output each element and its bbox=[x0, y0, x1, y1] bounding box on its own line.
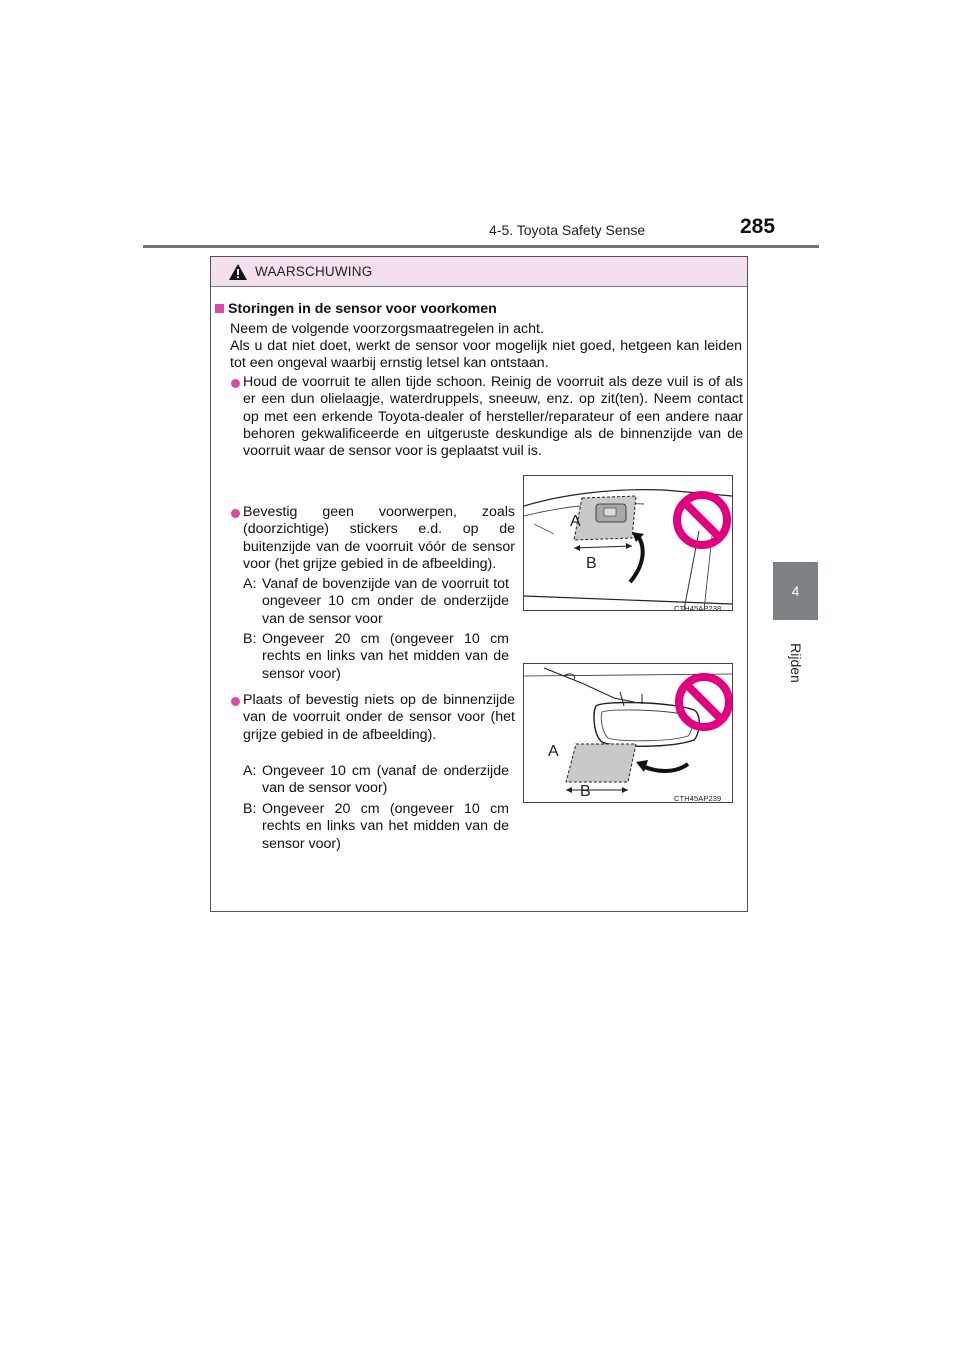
section-heading-text: Storingen in de sensor voor voorkomen bbox=[228, 301, 497, 317]
sub-item-b: B: Ongeveer 20 cm (ongeveer 10 cm rechts en links van het midden van de sensor voor) bbox=[243, 801, 509, 852]
square-bullet-icon bbox=[215, 304, 224, 313]
section-heading bbox=[215, 301, 497, 318]
figure-label-b: B bbox=[580, 783, 591, 800]
circle-bullet-icon bbox=[231, 509, 240, 518]
bullet-no-stickers: Bevestig geen voorwerpen, zoals (doorzichtige) stickers e.d. op de buitenzijde van de voorruit vóór de sensor voor (het grijze gebied in de afbeelding). bbox=[243, 504, 515, 572]
intro-paragraph-2: Als u dat niet doet, werkt de sensor voor mogelijk niet goed, hetgeen kan leiden tot een ongeval waarbij ernstig letsel kan ontstaan. bbox=[230, 338, 742, 372]
figure-code: CTH45AP239 bbox=[674, 794, 722, 803]
chapter-label: Rijden bbox=[788, 643, 804, 683]
warning-box bbox=[210, 256, 748, 912]
warning-title: WAARSCHUWING bbox=[255, 264, 373, 279]
figure-label-a: A bbox=[548, 743, 559, 760]
figure-label-a: A bbox=[570, 513, 581, 530]
warning-triangle-icon bbox=[228, 263, 248, 281]
bullet-clean-windshield: Houd de voorruit te allen tijde schoon. Reinig de voorruit als deze vuil is of als er een dun olielaagje, waterdruppels, sneeuw, enz. op zit(ten). Neem contact op met een erkende Toyota-dealer of hersteller/reparateur of een andere naar behoren gekwalificeerde en uitgeruste deskundige als de binnenzijde van de voorruit waar de sensor voor is geplaatst vuil is. bbox=[243, 374, 743, 460]
figure-code: CTH45AP238 bbox=[674, 604, 722, 611]
sub-item-b: B: Ongeveer 20 cm (ongeveer 10 cm rechts en links van het midden van de sensor voor) bbox=[243, 631, 509, 682]
circle-bullet-icon bbox=[231, 379, 240, 388]
section-title: 4-5. Toyota Safety Sense bbox=[489, 222, 646, 238]
circle-bullet-icon bbox=[231, 697, 240, 706]
warning-header bbox=[211, 257, 747, 287]
header-divider bbox=[143, 245, 819, 248]
figure-outside-windshield bbox=[523, 475, 733, 611]
bullet-nothing-inside: Plaats of bevestig niets op de binnenzijde van de voorruit onder de sensor voor (het grijze gebied in de afbeelding). bbox=[243, 692, 515, 743]
sub-item-a: A: Vanaf de bovenzijde van de voorruit tot ongeveer 10 cm onder de onderzijde van de sensor voor bbox=[243, 576, 509, 627]
windshield-exterior-illustration bbox=[524, 476, 732, 610]
page-number: 285 bbox=[740, 215, 776, 238]
figure-label-b: B bbox=[586, 555, 597, 572]
intro-paragraph-1: Neem de volgende voorzorgsmaatregelen in acht. bbox=[230, 321, 544, 337]
windshield-interior-illustration bbox=[524, 664, 732, 802]
sub-item-a: A: Ongeveer 10 cm (vanaf de onderzijde van de sensor voor) bbox=[243, 763, 509, 797]
figure-inside-windshield bbox=[523, 663, 733, 803]
chapter-tab[interactable]: 4 bbox=[773, 562, 818, 620]
